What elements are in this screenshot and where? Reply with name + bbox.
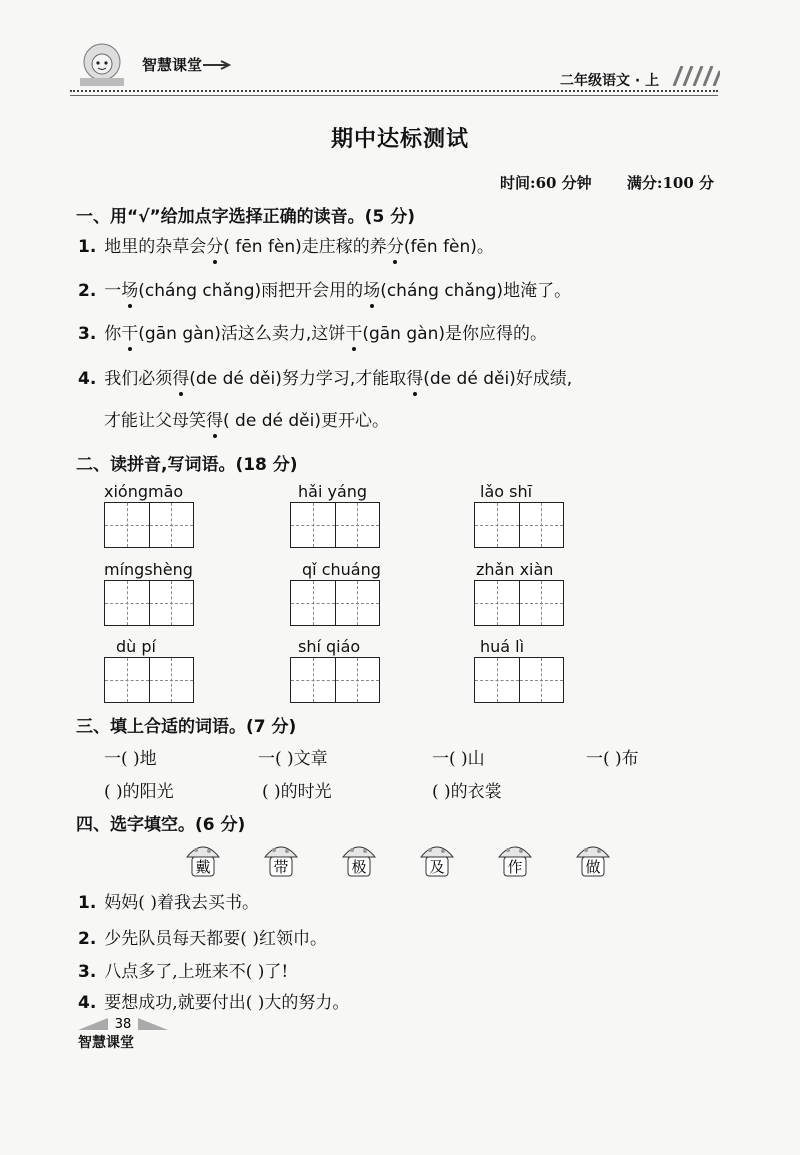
writing-grid[interactable] xyxy=(474,580,564,626)
question-number: 2. xyxy=(78,929,97,949)
fill-blank[interactable]: 少先队员每天都要( )红领巾。 xyxy=(104,929,327,949)
question-number: 2. xyxy=(78,281,97,301)
writing-grid[interactable] xyxy=(290,580,380,626)
fill-blank[interactable]: ( )的阳光 xyxy=(104,782,174,802)
question-number: 1. xyxy=(78,893,97,913)
dotted-char: 得 xyxy=(206,411,223,431)
fill-blank[interactable]: 要想成功,就要付出( )大的努力。 xyxy=(104,993,350,1013)
mushroom-house-icon xyxy=(574,840,612,878)
writing-grid[interactable] xyxy=(104,580,194,626)
pinyin-label: xióngmāo xyxy=(104,482,184,501)
question-4-4 xyxy=(78,988,349,1013)
header-brand: 智慧课堂 xyxy=(142,56,203,74)
choice-char: 极 xyxy=(351,858,367,876)
fill-blank[interactable]: 妈妈( )着我去买书。 xyxy=(104,893,259,913)
fill-blank[interactable]: 一( )山 xyxy=(432,749,485,769)
question-4-1 xyxy=(78,888,259,913)
pinyin-label: lǎo shī xyxy=(480,482,533,501)
page-title: 期中达标测试 xyxy=(330,126,469,152)
writing-grid[interactable] xyxy=(290,502,380,548)
grade-label: 二年级语文 · 上 xyxy=(560,73,660,89)
dotted-char: 分 xyxy=(386,237,404,257)
dotted-char: 得 xyxy=(172,369,190,389)
writing-grid[interactable] xyxy=(474,502,564,548)
dotted-char: 场 xyxy=(363,281,381,301)
choice-char: 带 xyxy=(273,858,289,876)
pinyin-options[interactable]: (gān gàn)活这么卖力,这饼 xyxy=(138,324,346,344)
writing-grid[interactable] xyxy=(104,502,194,548)
dotted-char: 干 xyxy=(345,324,363,344)
question-text: 地里的杂草会 xyxy=(104,237,207,257)
mushroom-house-icon xyxy=(262,840,300,878)
question-number: 1. xyxy=(78,237,97,257)
dotted-char: 分 xyxy=(206,237,224,257)
pinyin-options[interactable]: (de dé děi)努力学习,才能取 xyxy=(189,369,407,389)
pinyin-options[interactable]: (fēn fèn)。 xyxy=(403,237,494,257)
mascot-logo-icon xyxy=(72,40,132,88)
header-rule xyxy=(70,95,718,96)
pinyin-options[interactable]: (cháng chǎng)雨把开会用的 xyxy=(138,281,364,301)
pinyin-options[interactable]: (de dé děi)好成绩, xyxy=(423,369,573,389)
question-text: 一 xyxy=(104,281,122,301)
pinyin-options[interactable]: (cháng chǎng)地淹了。 xyxy=(380,281,572,301)
question-number: 4. xyxy=(78,993,97,1013)
question-1-4 xyxy=(78,364,572,389)
arrow-icon xyxy=(203,60,233,70)
choice-char: 及 xyxy=(429,858,445,876)
pinyin-label: míngshèng xyxy=(104,560,193,579)
pinyin-options[interactable]: ( de dé děi)更开心。 xyxy=(223,411,389,431)
choice-char: 作 xyxy=(507,858,523,876)
fill-blank[interactable]: 八点多了,上班来不( )了! xyxy=(104,962,289,982)
mushroom-house-icon xyxy=(496,840,534,878)
footer-brand: 智慧课堂 xyxy=(78,1035,134,1051)
exam-meta xyxy=(470,172,714,193)
page-number-badge xyxy=(78,1014,168,1032)
writing-grid[interactable] xyxy=(290,657,380,703)
question-text: 你 xyxy=(104,324,122,344)
question-text: 才能让父母笑 xyxy=(104,411,206,431)
fill-blank[interactable]: ( )的时光 xyxy=(262,782,332,802)
dotted-char: 场 xyxy=(121,281,139,301)
question-number: 3. xyxy=(78,962,97,982)
question-1-4-cont xyxy=(104,406,389,431)
exam-score: 满分:100 分 xyxy=(626,174,714,192)
question-1-1 xyxy=(78,232,494,257)
fill-blank[interactable]: 一( )地 xyxy=(104,749,157,769)
writing-grid[interactable] xyxy=(104,657,194,703)
question-1-3 xyxy=(78,319,547,344)
choice-char: 做 xyxy=(585,858,601,876)
header-rule-dotted xyxy=(70,90,718,92)
char-choices xyxy=(184,840,624,884)
fill-blank[interactable]: 一( )布 xyxy=(586,749,639,769)
question-1-2 xyxy=(78,276,571,301)
pinyin-label: hǎi yáng xyxy=(298,482,368,501)
stripes-decoration-icon xyxy=(670,66,720,86)
question-number: 3. xyxy=(78,324,97,344)
mushroom-house-icon xyxy=(340,840,378,878)
pinyin-label: huá lì xyxy=(480,637,525,656)
exam-time: 时间:60 分钟 xyxy=(500,174,592,192)
pinyin-label: qǐ chuáng xyxy=(302,560,381,579)
dotted-char: 干 xyxy=(121,324,139,344)
pinyin-label: dù pí xyxy=(116,637,156,656)
fill-blank[interactable]: 一( )文章 xyxy=(258,749,328,769)
writing-grid[interactable] xyxy=(474,657,564,703)
question-4-2 xyxy=(78,924,327,949)
mushroom-house-icon xyxy=(418,840,456,878)
mushroom-house-icon xyxy=(184,840,222,878)
question-text: 我们必须 xyxy=(104,369,173,389)
pinyin-label: shí qiáo xyxy=(298,637,361,656)
dotted-char: 得 xyxy=(406,369,424,389)
section-4-heading: 四、选字填空。(6 分) xyxy=(76,815,246,835)
section-2-heading: 二、读拼音,写词语。(18 分) xyxy=(76,455,298,475)
page-number: 38 xyxy=(114,1017,132,1032)
pinyin-label: zhǎn xiàn xyxy=(476,560,554,579)
pinyin-options[interactable]: (gān gàn)是你应得的。 xyxy=(362,324,547,344)
fill-blank[interactable]: ( )的衣裳 xyxy=(432,782,502,802)
question-number: 4. xyxy=(78,369,97,389)
pinyin-options[interactable]: ( fēn fèn)走庄稼的养 xyxy=(223,237,387,257)
question-4-3 xyxy=(78,957,288,982)
choice-char: 戴 xyxy=(195,858,211,876)
section-3-heading: 三、填上合适的词语。(7 分) xyxy=(76,717,297,737)
section-1-heading: 一、用“√”给加点字选择正确的读音。(5 分) xyxy=(76,207,415,227)
